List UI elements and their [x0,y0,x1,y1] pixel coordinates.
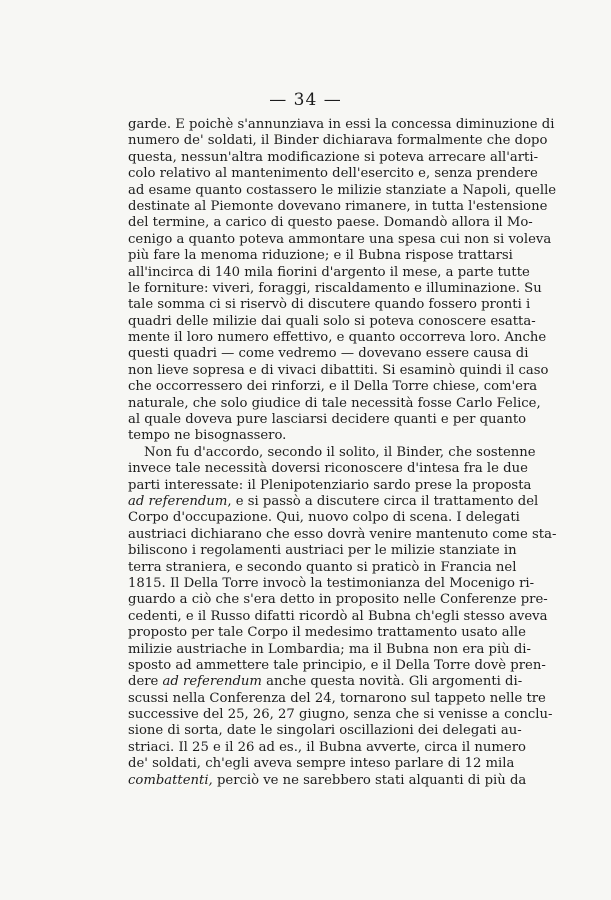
text-line: sione di sorta, date le singolari oscillazioni dei delegati au- [128,723,522,739]
text-line: ad esame quanto costassero le milizie stanziate a Napoli, quelle [128,182,557,198]
paragraph [128,444,557,789]
text-line: parti interessate: il Plenipotenziario sardo prese la proposta [128,477,532,493]
text-line: questa, nessun'altra modificazione si poteva arrecare all'arti- [128,149,539,165]
text-line: tempo ne bisognassero. [128,428,287,444]
text-line: austriaci dichiarano che esso dovrà venire mantenuto come sta- [128,526,557,542]
text-line: naturale, che solo giudice di tale necessità fosse Carlo Felice, [128,395,541,411]
text-line: colo relativo al mantenimento dell'esercito e, senza prendere [128,166,538,182]
text-line: quadri delle milizie dai quali solo si poteva conoscere esatta- [128,313,536,329]
text-line: 1815. Il Della Torre invocò la testimonianza del Mocenigo ri- [128,575,535,591]
text-line: non lieve sopresa e di vivaci dibattiti. Si esaminò quindi il caso [128,362,549,378]
text-line: numero de' soldati, il Binder dichiarava formalmente che dopo [128,133,548,149]
italic-phrase: combattenti, [128,772,213,788]
text-line: terra straniera, e secondo quanto si praticò in Francia nel [128,559,517,575]
text-line: mente il loro numero effettivo, e quanto occorreva loro. Anche [128,330,547,346]
body-text [128,117,557,789]
text-line: che occorressero dei rinforzi, e il Della Torre chiese, com'era [128,379,538,395]
text-line: proposto per tale Corpo il medesimo trattamento usato alle [128,625,526,641]
text-line: le forniture: viveri, foraggi, riscaldamento e illuminazione. Su [128,280,542,296]
text-line: ad referendum, e si passò a discutere circa il trattamento del [128,493,539,509]
text-line: più fare la menoma riduzione; e il Bubna rispose trattarsi [128,248,513,264]
text-line: al quale doveva pure lasciarsi decidere quanti e per quanto [128,412,527,428]
text-line: dere ad referendum anche questa novità. Gli argomenti di- [128,674,523,690]
text-line: all'incirca di 140 mila fiorini d'argento il mese, a parte tutte [128,264,530,280]
text-line: successive del 25, 26, 27 giugno, senza che si venisse a conclu- [128,707,553,723]
italic-phrase: ad referendum [128,493,228,509]
text-line: milizie austriache in Lombardia; ma il Bubna non era più di- [128,641,531,657]
text-line: Non fu d'accordo, secondo il solito, il Binder, che sostenne [144,444,536,460]
text-line: combattenti, perciò ve ne sarebbero stati alquanti di più da [128,772,527,788]
text-line: del termine, a carico di questo paese. Domandò allora il Mo- [128,215,533,231]
paragraph [128,117,557,445]
text-line: cedenti, e il Russo difatti ricordò al Bubna ch'egli stesso aveva [128,608,548,624]
text-line: de' soldati, ch'egli aveva sempre inteso parlare di 12 mila [128,756,515,772]
text-line: invece tale necessità doversi riconoscere d'intesa fra le due [128,461,528,477]
page-number: — 34 — [269,90,342,110]
text-line: guardo a ciò che s'era detto in proposito nelle Conferenze pre- [128,592,548,608]
text-line: sposto ad ammettere tale principio, e il Della Torre dovè pren- [128,657,546,673]
text-line: Corpo d'occupazione. Qui, nuovo colpo di scena. I delegati [128,510,520,526]
text-line: scussi nella Conferenza del 24, tornarono sul tappeto nelle tre [128,690,546,706]
italic-phrase: ad referendum [162,674,262,690]
text-line: garde. E poichè s'annunziava in essi la concessa diminuzione di [128,117,555,132]
text-line: tale somma ci si riservò di discutere quando fossero pronti i [128,297,531,313]
text-line: striaci. Il 25 e il 26 ad es., il Bubna avverte, circa il numero [128,739,526,755]
text-line: cenigo a quanto poteva ammontare una spesa cui non si voleva [128,231,552,247]
text-line: questi quadri — come vedremo — dovevano essere causa di [128,346,529,362]
text-line: destinate al Piemonte dovevano rimanere, in tutta l'estensione [128,198,548,214]
text-line: biliscono i regolamenti austriaci per le milizie stanziate in [128,543,517,559]
